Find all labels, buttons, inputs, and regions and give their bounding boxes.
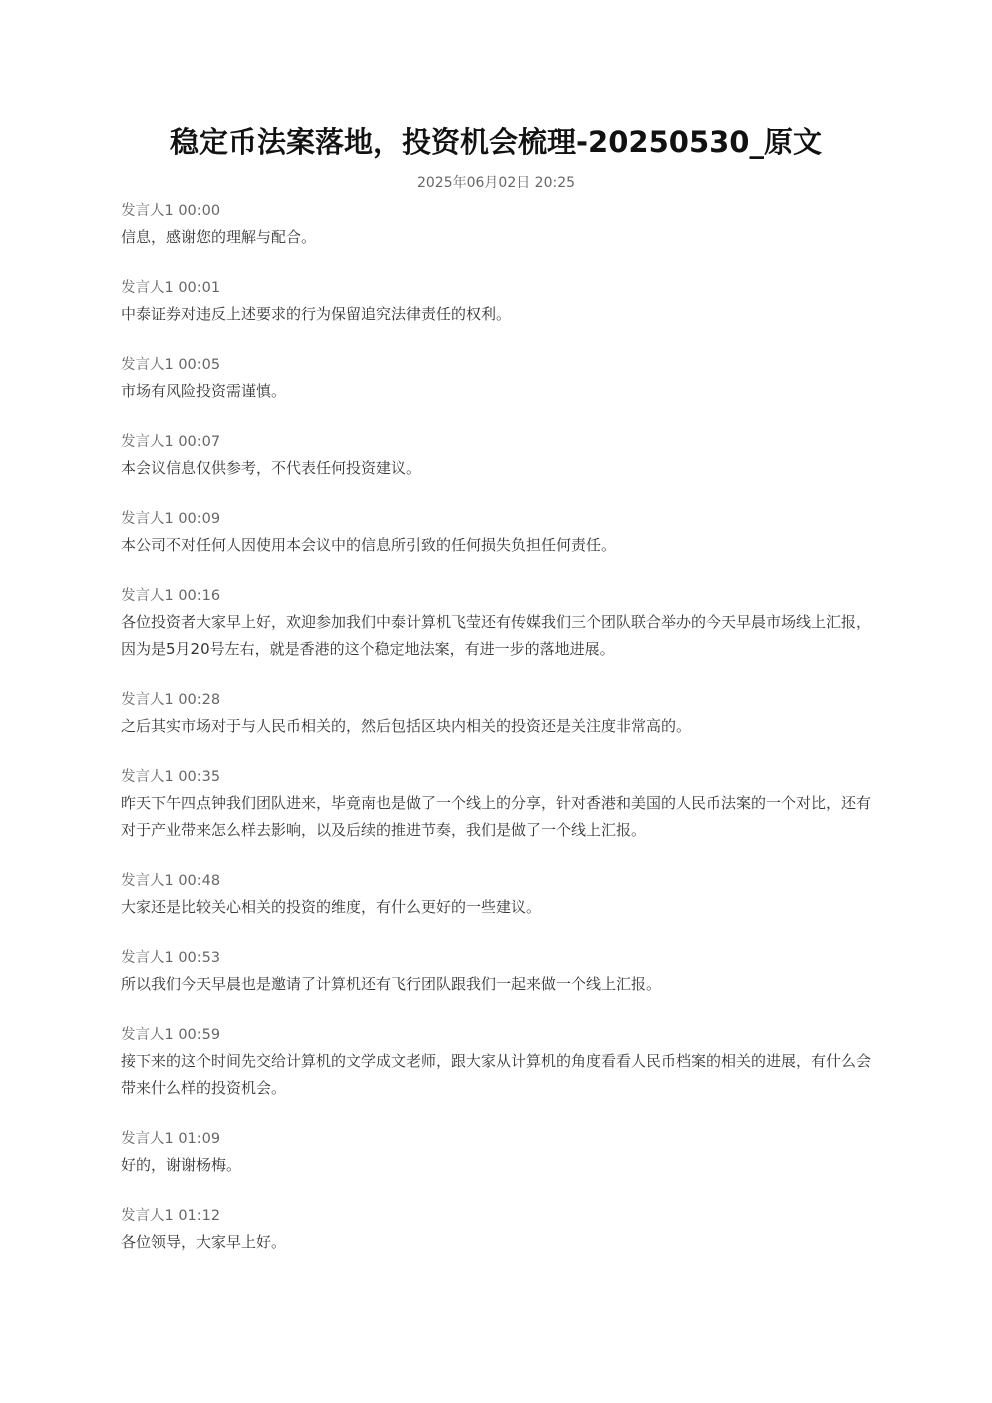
speaker-timestamp: 发言人1 00:09: [121, 511, 221, 527]
entry-text: 好的，谢谢杨梅。: [121, 1156, 242, 1174]
speaker-timestamp: 发言人1 00:01: [121, 280, 221, 296]
transcript: [121, 198, 876, 1280]
document-title: 稳定币法案落地，投资机会梳理-20250530_原文: [170, 125, 822, 159]
transcript-entry: [121, 506, 876, 559]
entry-text: 市场有风险投资需谨慎。: [121, 382, 287, 400]
speaker-timestamp: 发言人1 00:59: [121, 1027, 221, 1043]
transcript-entry: [121, 687, 876, 740]
entry-text: 本会议信息仅供参考，不代表任何投资建议。: [121, 459, 422, 477]
transcript-entry: [121, 198, 876, 251]
transcript-entry: [121, 429, 876, 482]
entry-text: 昨天下午四点钟我们团队进来，毕竟南也是做了一个线上的分享，针对香港和美国的人民币法案的一个对比，还有对于产业带来怎么样去影响，以及后续的推进节奏，我们是做了一个线上汇报。: [121, 794, 872, 839]
transcript-entry: [121, 1022, 876, 1102]
transcript-entry: [121, 275, 876, 328]
speaker-timestamp: 发言人1 00:35: [121, 769, 221, 785]
entry-text: 本公司不对任何人因使用本会议中的信息所引致的任何损失负担任何责任。: [121, 536, 617, 554]
transcript-entry: [121, 945, 876, 998]
transcript-entry: [121, 868, 876, 921]
entry-text: 各位投资者大家早上好，欢迎参加我们中泰计算机飞莹还有传媒我们三个团队联合举办的今天早晨市场线上汇报，因为是5月20号左右，就是香港的这个稳定地法案，有进一步的落地进展。: [121, 613, 872, 658]
entry-text: 信息，感谢您的理解与配合。: [121, 228, 317, 246]
entry-text: 之后其实市场对于与人民币相关的，然后包括区块内相关的投资还是关注度非常高的。: [121, 717, 692, 735]
entry-text: 大家还是比较关心相关的投资的维度，有什么更好的一些建议。: [121, 898, 542, 916]
speaker-timestamp: 发言人1 00:53: [121, 950, 221, 966]
transcript-entry: [121, 1126, 876, 1179]
transcript-entry: [121, 1203, 876, 1256]
speaker-timestamp: 发言人1 00:16: [121, 588, 221, 604]
speaker-timestamp: 发言人1 00:48: [121, 873, 221, 889]
transcript-entry: [121, 352, 876, 405]
transcript-entry: [121, 583, 876, 663]
speaker-timestamp: 发言人1 00:07: [121, 434, 221, 450]
entry-text: 中泰证券对违反上述要求的行为保留追究法律责任的权利。: [121, 305, 512, 323]
speaker-timestamp: 发言人1 01:12: [121, 1208, 221, 1224]
entry-text: 接下来的这个时间先交给计算机的文学成文老师，跟大家从计算机的角度看看人民币档案的相关的进展，有什么会带来什么样的投资机会。: [121, 1052, 872, 1097]
speaker-timestamp: 发言人1 00:05: [121, 357, 221, 373]
entry-text: 各位领导，大家早上好。: [121, 1233, 287, 1251]
speaker-timestamp: 发言人1 01:09: [121, 1131, 221, 1147]
speaker-timestamp: 发言人1 00:28: [121, 692, 221, 708]
speaker-timestamp: 发言人1 00:00: [121, 203, 221, 219]
transcript-entry: [121, 764, 876, 844]
document-date: 2025年06月02日 20:25: [416, 175, 576, 191]
entry-text: 所以我们今天早晨也是邀请了计算机还有飞行团队跟我们一起来做一个线上汇报。: [121, 975, 662, 993]
